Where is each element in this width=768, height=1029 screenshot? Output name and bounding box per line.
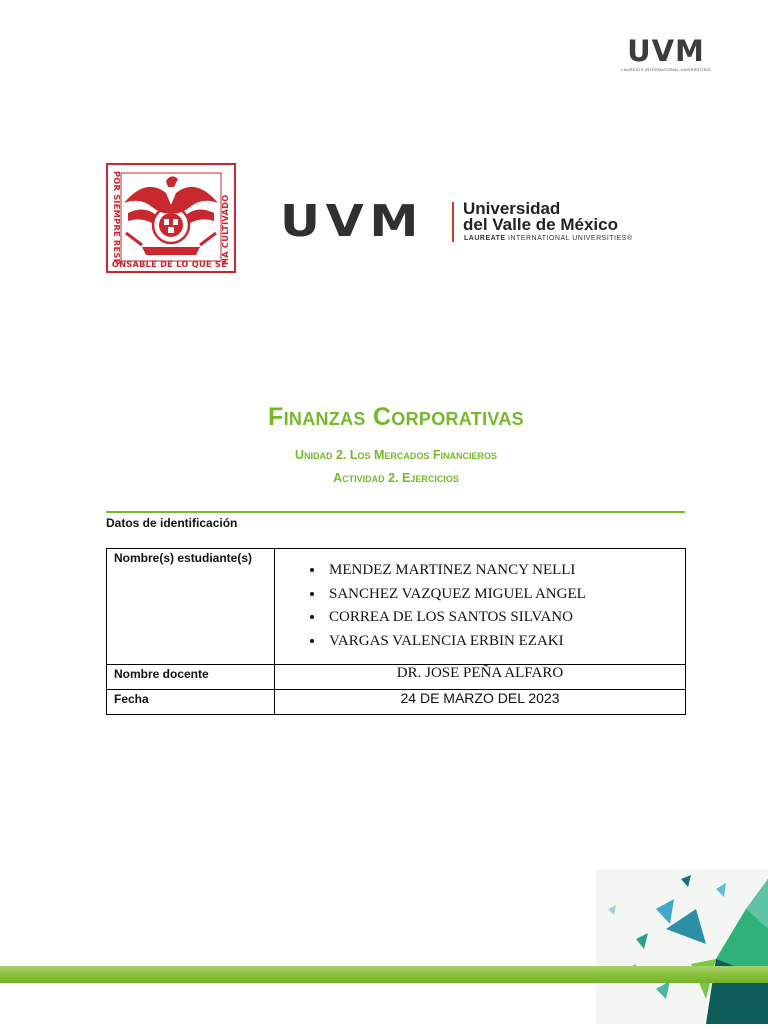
uvm-main-logo xyxy=(280,198,680,248)
teacher-value: DR. JOSE PEÑA ALFARO xyxy=(275,665,686,690)
uvm-main-logo-word: UVM xyxy=(280,196,425,247)
seal-motto: POR SIEMPRE RESPONSABLE DE LO QUE SE HA CULTIVADO xyxy=(111,171,230,269)
university-name-line2: del Valle de México xyxy=(463,215,618,234)
laureate-bold: LAUREATE xyxy=(464,235,506,242)
logo-divider xyxy=(452,202,454,242)
list-item: • SANCHEZ VAZQUEZ MIGUEL ANGEL xyxy=(325,583,685,607)
table-row xyxy=(107,549,686,665)
date-label: Fecha xyxy=(107,690,275,715)
students-cell xyxy=(275,549,686,665)
teacher-label: Nombre docente xyxy=(107,665,275,690)
laureate-tagline xyxy=(464,235,633,242)
list-item: • MENDEZ MARTINEZ NANCY NELLI xyxy=(325,559,685,583)
section-label: Datos de identificación xyxy=(106,516,238,530)
list-item: • VARGAS VALENCIA ERBIN EZAKI xyxy=(325,630,685,654)
students-list xyxy=(275,549,685,653)
uvm-small-logo xyxy=(612,36,720,76)
footer-polygon-art xyxy=(596,869,768,1024)
uvm-small-logo-tagline: LAUREATE INTERNATIONAL UNIVERSITIES xyxy=(621,67,711,72)
document-title: Finanzas Corporativas xyxy=(268,403,524,431)
university-seal xyxy=(106,163,236,273)
activity-subtitle: Actividad 2. Ejercicios xyxy=(333,471,459,485)
university-name-line1: Universidad xyxy=(463,199,561,218)
table-row xyxy=(107,690,686,715)
unit-subtitle: Unidad 2. Los Mercados Financieros xyxy=(294,448,498,462)
students-label: Nombre(s) estudiante(s) xyxy=(107,549,275,665)
footer-green-bar xyxy=(0,966,768,983)
identification-table xyxy=(106,548,686,715)
uvm-small-logo-word: UVM xyxy=(627,34,705,68)
seal-emblem-icon xyxy=(106,163,236,273)
date-value: 24 DE MARZO DEL 2023 xyxy=(275,690,686,715)
table-row xyxy=(107,665,686,690)
green-divider xyxy=(106,511,685,513)
polygon-decoration-icon xyxy=(596,869,768,1024)
laureate-rest: INTERNATIONAL UNIVERSITIES® xyxy=(505,235,633,242)
list-item: • CORREA DE LOS SANTOS SILVANO xyxy=(325,606,685,630)
